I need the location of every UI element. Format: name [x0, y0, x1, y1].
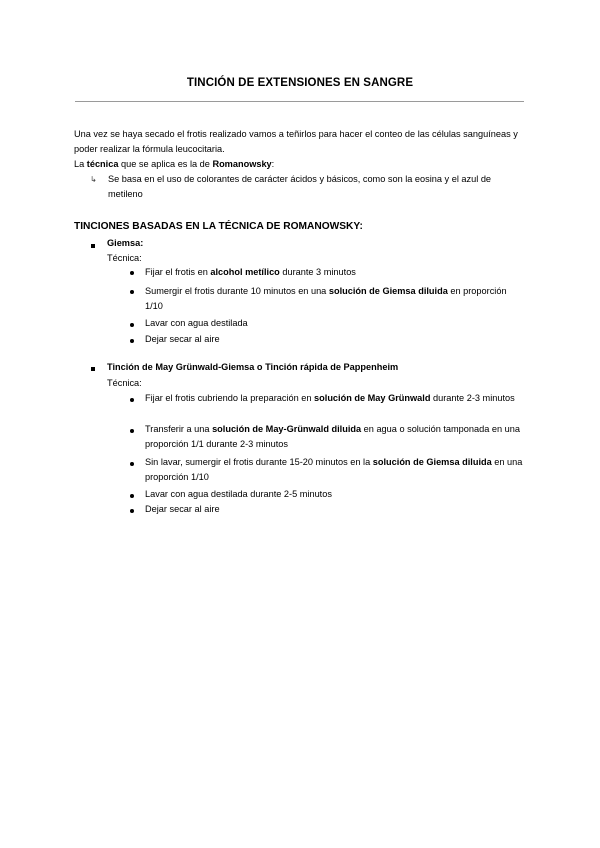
bullet-dot-icon	[130, 429, 134, 433]
giemsa-title: Giemsa:	[107, 238, 144, 248]
bullet-dot-icon	[130, 323, 134, 327]
tecnica-pre: La	[74, 159, 87, 169]
giemsa-step	[145, 265, 525, 280]
may-title: Tinción de May Grünwald-Giemsa o Tinción rápida de Pappenheim	[107, 362, 399, 372]
bullet-dot-icon	[130, 509, 134, 513]
step-text: Dejar secar al aire	[145, 334, 220, 344]
giemsa-step	[145, 332, 525, 347]
bullet-dot-icon	[130, 290, 134, 294]
section-heading: TINCIONES BASADAS EN LA TÉCNICA DE ROMANOWSKY:	[74, 221, 363, 232]
step-bold: solución de May-Grünwald diluida	[212, 424, 362, 434]
may-step	[145, 422, 525, 452]
step-text: en agua o solución tamponada en una proporción 1/1 durante 2-3 minutos	[145, 424, 520, 449]
step-bold: solución de Giemsa diluida	[328, 286, 448, 296]
step-text: durante 2-3 minutos	[430, 393, 515, 403]
bullet-dot-icon	[130, 398, 134, 402]
step-text: Sumergir el frotis durante 10 minutos en una	[145, 286, 329, 296]
giemsa-tecnica-label: Técnica:	[107, 253, 142, 263]
step-text: Fijar el frotis en	[145, 267, 211, 277]
step-text: Transferir a una	[145, 424, 213, 434]
giemsa-step	[145, 316, 525, 331]
step-text: en una proporción 1/10	[145, 457, 523, 482]
step-text: durante 3 minutos	[279, 267, 356, 277]
bullet-dot-icon	[130, 271, 134, 275]
step-bold: solución de Giemsa diluida	[372, 457, 492, 467]
may-tecnica-label: Técnica:	[107, 378, 142, 388]
step-text: Sin lavar, sumergir el frotis durante 15-20 minutos en la	[145, 457, 373, 467]
bullet-dot-icon	[130, 494, 134, 498]
may-step	[145, 391, 525, 406]
arrow-bullet-icon: ↳	[90, 175, 97, 184]
step-text: en proporción 1/10	[145, 286, 507, 311]
bullet-dot-icon	[130, 339, 134, 343]
step-text: Lavar con agua destilada	[145, 318, 248, 328]
step-text: Dejar secar al aire	[145, 504, 220, 514]
square-bullet-icon	[91, 244, 95, 248]
step-text: Lavar con agua destilada durante 2-5 minutos	[145, 489, 332, 499]
may-step	[145, 502, 525, 517]
step-bold: alcohol metílico	[210, 267, 280, 277]
bullet-dot-icon	[130, 462, 134, 466]
may-step	[145, 487, 525, 502]
may-step	[145, 455, 525, 485]
page-title: TINCIÓN DE EXTENSIONES EN SANGRE	[186, 77, 414, 89]
intro-paragraph: Una vez se haya secado el frotis realizado vamos a teñirlos para hacer el conteo de las células sanguíneas y poder realizar la fórmula leucocitaria.	[74, 129, 518, 154]
title-divider	[75, 101, 524, 102]
tecnica-mid: que se aplica es la de	[118, 159, 213, 169]
giemsa-step	[145, 284, 525, 314]
arrow-item-text: Se basa en el uso de colorantes de carácter ácidos y básicos, como son la eosina y el azul de metileno	[108, 174, 492, 199]
tecnica-bold: técnica	[86, 159, 119, 169]
square-bullet-icon	[91, 367, 95, 371]
romanowsky-bold: Romanowsky	[212, 159, 272, 169]
step-text: Fijar el frotis cubriendo la preparación en	[145, 393, 315, 403]
tecnica-line	[74, 157, 274, 172]
tecnica-post: :	[271, 159, 275, 169]
step-bold: solución de May Grünwald	[314, 393, 431, 403]
